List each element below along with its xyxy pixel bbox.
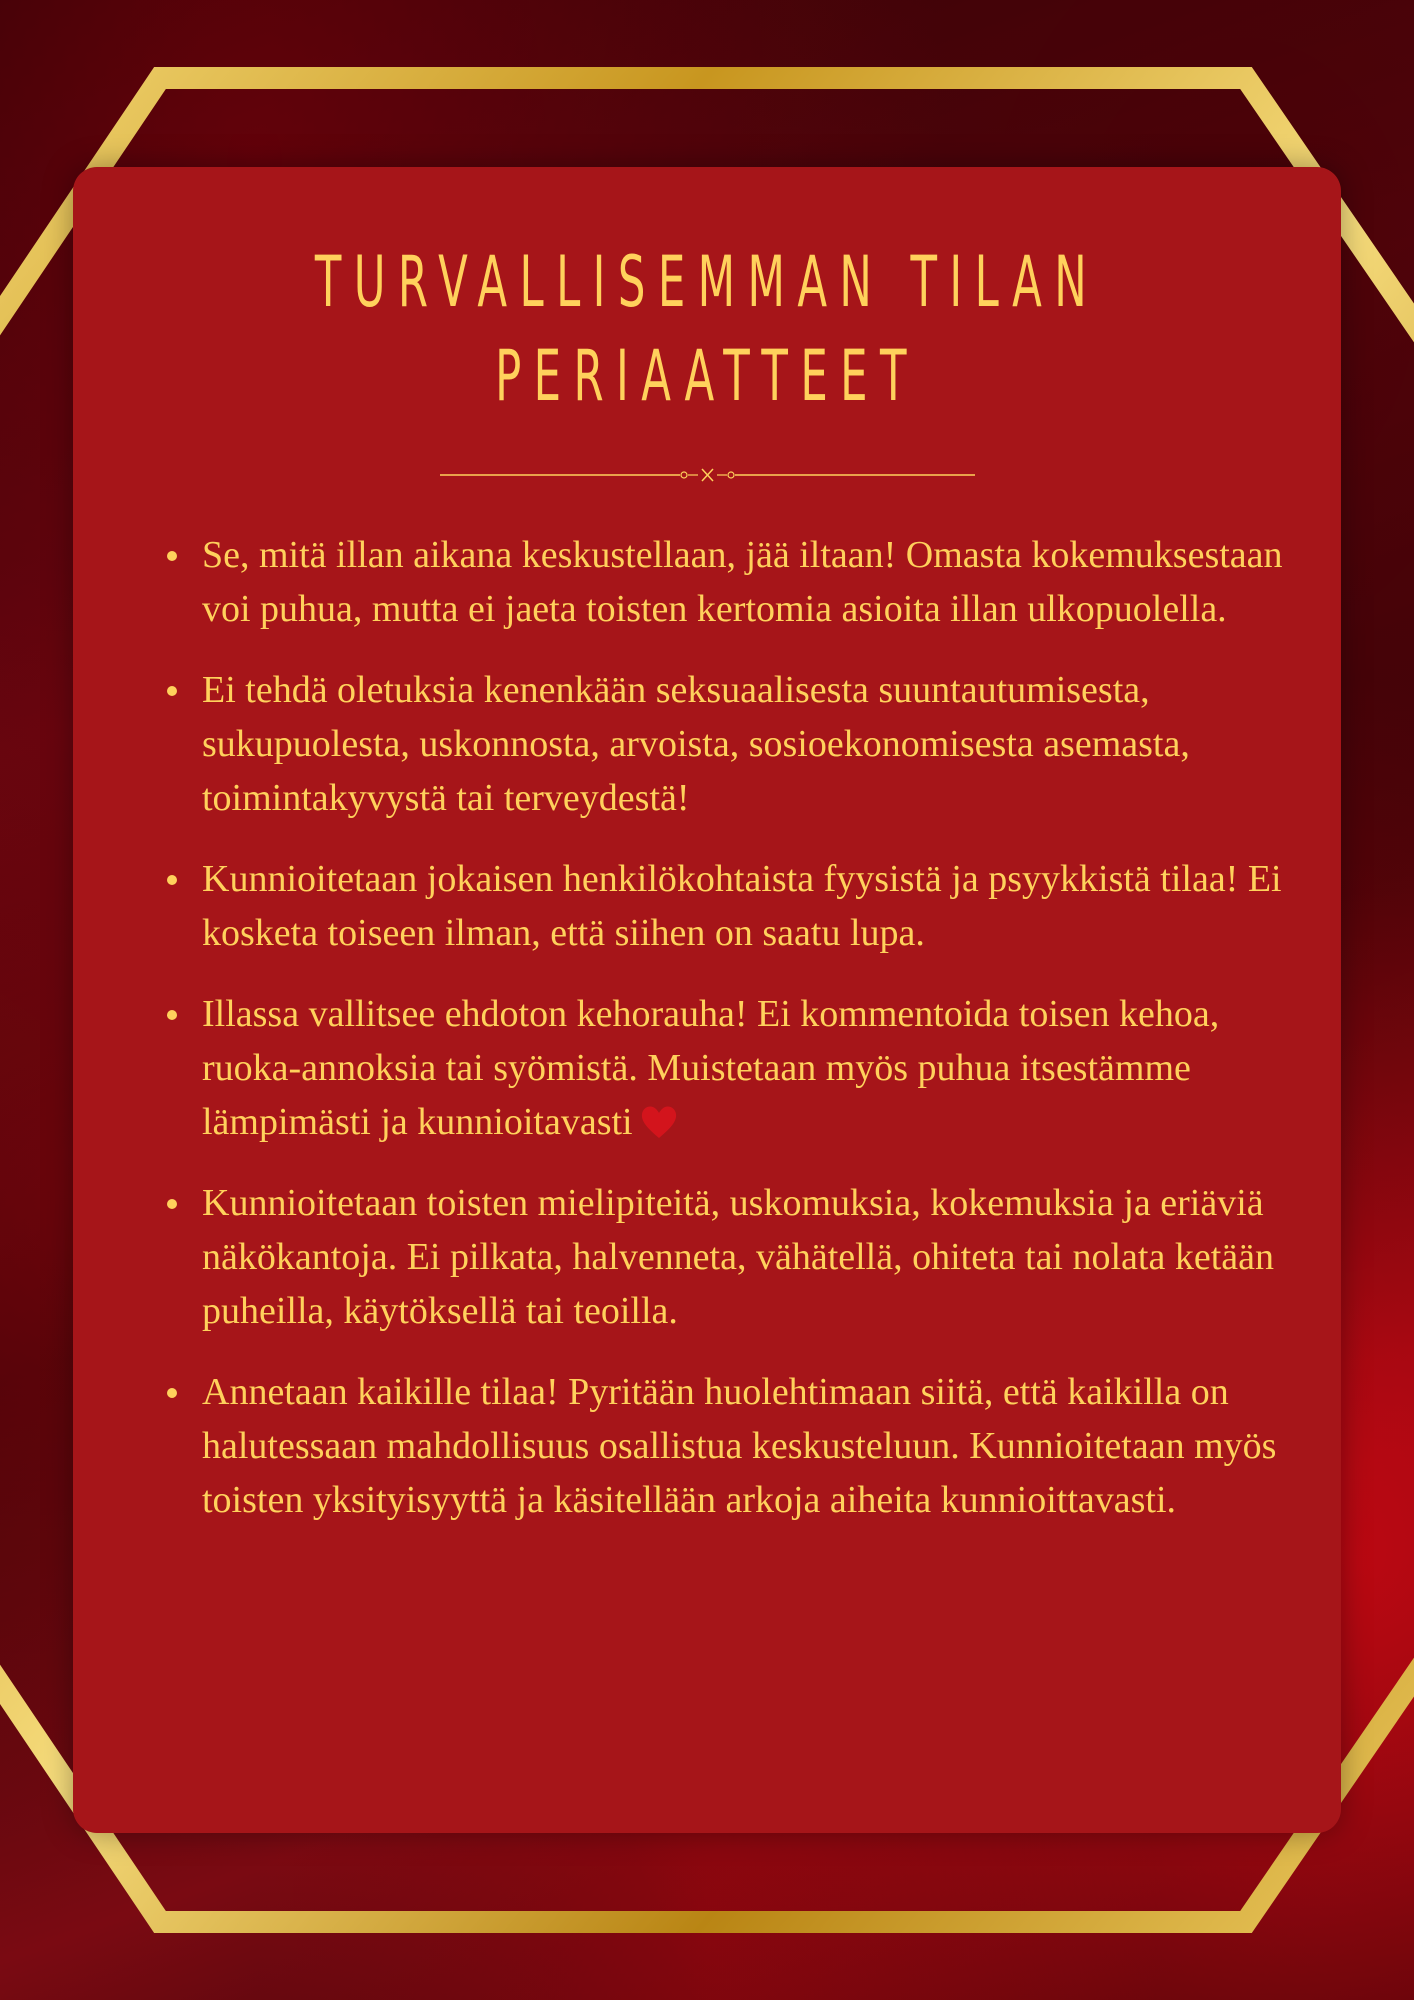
list-item — [155, 1176, 1295, 1338]
heart-icon — [639, 1102, 679, 1142]
title-line-1: TURVALLISEMMAN TILAN — [314, 241, 1100, 323]
rule-text: Kunnioitetaan toisten mielipiteitä, uskomuksia, kokemuksia ja eriäviä näkökantoja. Ei pilkata, halvenneta, vähätellä, ohiteta tai nolata ketään puheilla, käytöksellä tai teoilla. — [202, 1182, 1274, 1332]
list-item — [155, 663, 1295, 825]
rule-text: Ei tehdä oletuksia kenenkään seksuaalisesta suuntautumisesta, sukupuolesta, uskonnosta, arvoista, sosioekonomisesta asemasta, toimintakyvystä tai terveydestä! — [202, 669, 1190, 819]
list-item — [155, 852, 1295, 960]
rule-text: Kunnioitetaan jokaisen henkilökohtaista fyysistä ja psyykkistä tilaa! Ei kosketa toiseen ilman, että siihen on saatu lupa. — [202, 858, 1282, 954]
rule-text: Se, mitä illan aikana keskustellaan, jää iltaan! Omasta kokemuksestaan voi puhua, mutta ei jaeta toisten kertomia asioita illan ulkopuolella. — [202, 534, 1283, 630]
list-item — [155, 528, 1295, 636]
rules-list — [155, 528, 1295, 1554]
rule-text: Annetaan kaikille tilaa! Pyritään huolehtimaan siitä, että kaikilla on halutessaan mahdollisuus osallistua keskusteluun. Kunnioitetaan myös toisten yksityisyyttä ja käsitellään arkoja aiheita kunnioittavasti. — [202, 1371, 1277, 1521]
ornamental-divider-icon — [440, 465, 975, 485]
rule-text: Illassa vallitsee ehdoton kehorauha! Ei kommentoida toisen kehoa, ruoka-annoksia tai syömistä. Muistetaan myös puhua itsestämme lämpimästi ja kunnioitavasti — [202, 993, 1220, 1143]
title-line-2: PERIAATTEET — [495, 335, 919, 417]
list-item — [155, 987, 1295, 1149]
list-item — [155, 1365, 1295, 1527]
page-title — [269, 235, 1146, 423]
